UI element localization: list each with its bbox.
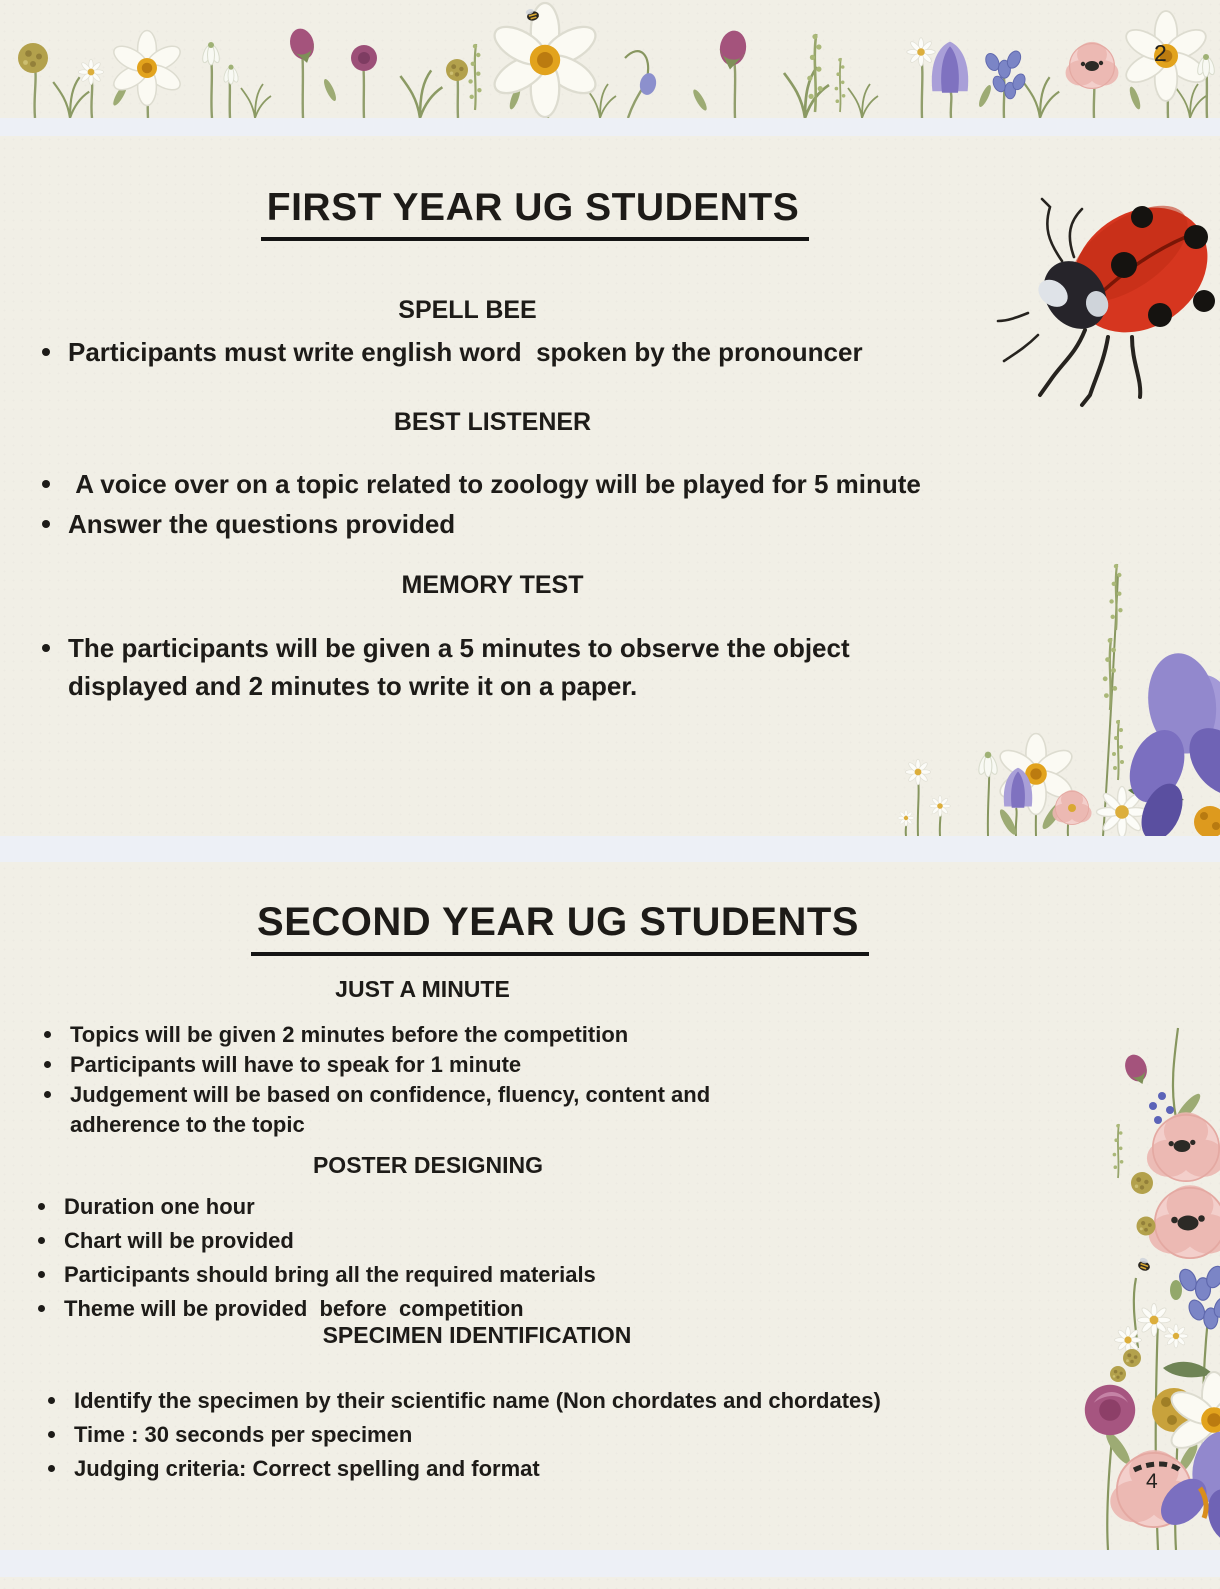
bullet-item: Topics will be given 2 minutes before the competition xyxy=(42,1020,787,1050)
bullet-item: Participants should bring all the required materials xyxy=(36,1258,936,1292)
bullet-list xyxy=(36,1190,936,1326)
bullet-list xyxy=(40,464,1100,544)
bullet-item: A voice over on a topic related to zoology will be played for 5 minute xyxy=(40,464,1100,504)
bullet-item: Judging criteria: Correct spelling and format xyxy=(46,1452,1006,1486)
section-heading: JUST A MINUTE xyxy=(335,976,510,1002)
page-number: 4 xyxy=(1146,1470,1158,1493)
bullet-item: Participants will have to speak for 1 minute xyxy=(42,1050,787,1080)
bullet-item: The participants will be given a 5 minutes to observe the object displayed and 2 minutes to write it on a paper. xyxy=(40,629,970,705)
bullet-item: Answer the questions provided xyxy=(40,504,1100,544)
page-gap-band xyxy=(0,1550,1220,1577)
section-heading: MEMORY TEST xyxy=(401,571,584,599)
bullet-list xyxy=(46,1384,1006,1486)
section-heading: SPELL BEE xyxy=(398,296,537,324)
page-number: 2 xyxy=(1154,40,1167,66)
section-heading: SPECIMEN IDENTIFICATION xyxy=(322,1322,632,1348)
page-title: FIRST YEAR UG STUDENTS xyxy=(0,186,1070,241)
bullet-list xyxy=(40,332,1030,372)
bullet-item: Time : 30 seconds per specimen xyxy=(46,1418,1006,1452)
page-title: SECOND YEAR UG STUDENTS xyxy=(0,900,1120,956)
bullet-item: Judgement will be based on confidence, fluency, content and adherence to the topic xyxy=(42,1080,787,1140)
bullet-item: Participants must write english word spoken by the pronouncer xyxy=(40,332,1030,372)
section-heading: POSTER DESIGNING xyxy=(312,1152,544,1178)
wildflower-column-icon xyxy=(1058,1018,1220,1550)
bullet-item: Duration one hour xyxy=(36,1190,936,1224)
bullet-item: Identify the specimen by their scientific name (Non chordates and chordates) xyxy=(46,1384,1006,1418)
page-gap-band xyxy=(0,118,1220,136)
page-gap-band xyxy=(0,836,1220,862)
section-heading: BEST LISTENER xyxy=(393,408,592,436)
bullet-list xyxy=(42,1020,787,1140)
bullet-item: Theme will be provided before competition xyxy=(36,1292,936,1326)
bullet-item: Chart will be provided xyxy=(36,1224,936,1258)
bullet-list xyxy=(40,629,970,705)
floral-border-icon xyxy=(0,0,1220,118)
